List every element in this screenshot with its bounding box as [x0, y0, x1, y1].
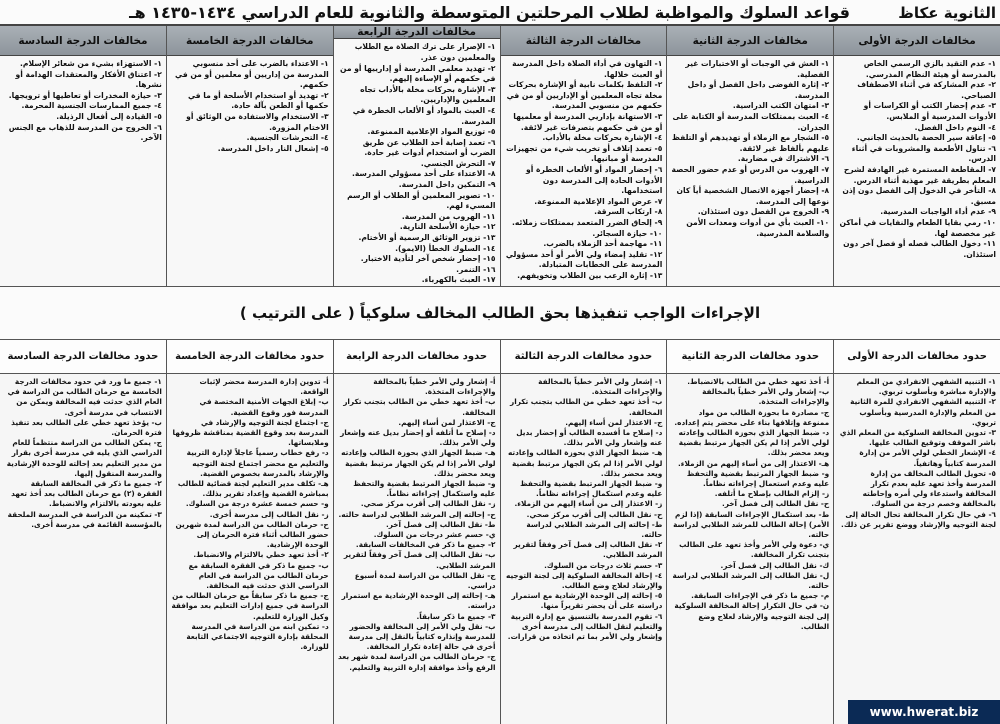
- list-item: ٥- إحالته إلى الوحدة الإرشادية مع استمرار دراسته على أن يحضر تقريراً منها.: [511, 591, 663, 611]
- list-item: ٣- امتهان الكتب الدراسية.: [732, 101, 830, 111]
- list-item: ١١- دخول الطالب فصله أو فصل آخر دون استئذان.: [843, 239, 996, 259]
- list-item: ١- الإصرار على ترك الصلاة مع الطلاب والمعلمين دون عذر.: [354, 42, 496, 62]
- column-body: [834, 374, 1000, 530]
- column-heading: حدود مخالفات الدرجة السادسة: [0, 340, 166, 374]
- list-item: و- ضبط الجهاز المرتبط بقضية والتحفظ عليه وعدم استعمال إجراءاته نظاماً.: [686, 468, 830, 489]
- list-item: ج- مصادرة ما بحوزة الطالب من مواد ممنوعة وإتلافها بناء على محضر يتم إعداده.: [674, 407, 830, 427]
- list-item: ١١- الهروب من المدرسة.: [401, 211, 496, 221]
- procedures-column: [166, 340, 333, 724]
- list-item: ج- الاعتذار لمن أساء إليهم.: [398, 417, 496, 427]
- list-item: ٤- إحالة المخالفة السلوكية إلى لجنة التوجيه والإرشاد لعلاج وضع الطالب.: [506, 570, 663, 591]
- column-heading: مخالفات الدرجة الأولى: [834, 26, 1000, 56]
- list-item: ١٣- إثارة الرعب بين الطلاب وتخويفهم.: [517, 270, 663, 280]
- list-item: ٢- إثارة الفوضى داخل الفصل أو داخل المدرسة.: [687, 80, 830, 100]
- list-item: و- ضبط الجهاز المرتبط بقضية والتحفظ عليه واستكمال إجراءاته نظاماً.: [353, 479, 496, 499]
- list-item: ج- يمكن الطالب من الدراسة منتظماً للعام الدراسي الذي يليه في مدرسة أخرى بقرار من مدير التعليم بعد إحالته للوحدة الإرشادية والمدرسة المنقول إليها.: [6, 438, 162, 478]
- list-item: ٦- تعمد إصابة أحد الطلاب عن طريق الضرب أو استخدام أدوات غير حادة.: [362, 137, 496, 158]
- list-item: ٦- تناول الأطعمة والمشروبات في أثناء الدرس.: [851, 143, 996, 164]
- list-item: ط- إحالته إلى المرشد الطلابي لدراسة حالته.: [526, 519, 663, 540]
- list-item: ١٠- حيازة السجائر.: [592, 228, 663, 238]
- list-item: ج- جميع ما ذكر سابقاً مع حرمان الطالب من الدراسة في جميع إدارات التعليم بعد موافقة وكيل الوزارة للتعليم.: [171, 591, 329, 621]
- list-item: ١٥- إحضار شخص آخر لتأدية الاختبار.: [360, 254, 496, 264]
- list-item: هـ- الاعتذار إلى من أساء إليهم من الزملاء.: [677, 458, 830, 468]
- list-item: أ- أخذ تعهد خطي من الطالب بالانضباط.: [687, 377, 830, 386]
- list-item: د- إصلاح ما أتلفه أو إحضار بديل عنه وإشعار ولي الأمر بذلك.: [340, 428, 496, 448]
- list-item: ٦- في حال تكرار المخالفة تحال الحالة إلى لجنة التوجيه والإرشاد ووضع تقرير عن ذلك.: [841, 509, 996, 529]
- list-item: ٨- التأخر في الدخول إلى الفصل دون إذن مسبق.: [842, 186, 996, 206]
- list-item: ٤- العبث بالمواد أو الألعاب الخطرة في المدرسة.: [352, 105, 496, 126]
- list-item: ١٧- العبث بالكهرباء.: [421, 275, 496, 285]
- column-body: [167, 374, 333, 652]
- list-item: ب- أخذ تعهد خطي من الطالب بتجنب تكرار المخالفة.: [510, 397, 663, 417]
- list-item: ٧- عرض المواد الإعلامية الممنوعة.: [534, 196, 663, 206]
- list-item: ١١- مهاجمة أحد الزملاء بالضرب.: [543, 239, 663, 249]
- list-item: ب- نقل الطالب إلى فصل آخر وفقاً لتقرير المرشد الطلابي.: [343, 550, 496, 570]
- procedures-table: [0, 340, 1000, 724]
- list-item: ك- نقل الطالب إلى فصل آخر.: [720, 560, 830, 570]
- list-item: ٤- الإشارة بحركات مخلة بالأداب.: [542, 133, 663, 143]
- column-body: [667, 374, 833, 632]
- list-item: ٣- تمكينه من الدراسة في المدرسة الملحقة بالمؤسسة القائمة في مدرسة أخرى.: [7, 509, 162, 529]
- column-heading: مخالفات الدرجة الخامسة: [167, 26, 333, 56]
- list-item: ٧- الهروب من الدرس أو عدم حضور الحصة الدراسية.: [671, 164, 830, 185]
- list-item: هـ- تكلف مدير التعليم لجنة قضائية للطالب بمباشرة القضية وإعداد تقرير بذلك.: [177, 479, 329, 499]
- list-item: ٩- إلحاق الضرر المتعمد بممتلكات زملائه.: [512, 217, 663, 227]
- violations-column: [500, 26, 667, 286]
- list-item: ب- إشعار ولي الأمر خطياً بالمخالفة والإجراءات المتخذة.: [702, 387, 830, 407]
- list-item: ب- إبلاغ الجهات الأمنية المختصة في المدرسة فور وقوع القضية.: [199, 397, 329, 417]
- column-body: [334, 39, 500, 286]
- list-item: ٥- إشعال النار داخل المدرسة.: [217, 143, 329, 153]
- list-item: ١- الغش في الوجبات أو الاختبارات غير الفصلية.: [685, 59, 830, 79]
- list-item: ن- في حال التكرار إحالة المخالفة السلوكية إلى لجنة التوجيه والإرشاد لعلاج وضع الطالب.: [674, 601, 830, 631]
- list-item: ز- الاعتذار إلى من أساء إليهم من الزملاء.: [514, 499, 663, 509]
- list-item: ٨- الاعتداء على أحد مسؤولي المدرسة.: [351, 169, 496, 179]
- school-name: الثانوية عكاظ: [898, 4, 996, 22]
- list-item: ٣- عدم إحضار الكتب أو الكراسات أو الأدوات المدرسية أو الملابس.: [863, 101, 996, 121]
- column-body: [0, 374, 166, 530]
- list-item: ب- نقل ولي الأمر إلى المخالفة والحضور للمدرسة وإنذاره كتابياً بالنقل إلى مدرسة أخرى في حالة إعادة تكرار المخالفة.: [348, 621, 496, 652]
- list-item: ز- نقل الطالب إلى أقرب مركز صحي.: [360, 499, 496, 509]
- column-heading: مخالفات الدرجة الرابعة: [334, 26, 500, 39]
- procedures-column: [666, 340, 833, 724]
- list-item: ط- نقل الطالب إلى فصل آخر.: [385, 519, 496, 529]
- column-heading: مخالفات الدرجة السادسة: [0, 26, 166, 56]
- list-item: ١٤- السلوك الخطأ (الايمو).: [395, 243, 496, 253]
- list-item: ١٠- رمي بقايا الطعام والنفايات في أماكن غير مخصصة لها.: [839, 217, 996, 238]
- list-item: ح- إحالته إلى المرشد الطلابي لدراسة حالته.: [338, 509, 496, 519]
- column-body: [501, 374, 667, 642]
- list-item: ٥- تعمد إتلاف أو تخريب شيء من تجهيزات المدرسة أو مبانيها.: [506, 143, 663, 164]
- list-item: أ- تدوين إدارة المدرسة محضر لإثبات الواقعة.: [199, 377, 329, 397]
- column-heading: حدود مخالفات الدرجة الرابعة: [334, 340, 500, 374]
- column-heading: مخالفات الدرجة الثالثة: [501, 26, 667, 56]
- list-item: ٦- الاشتراك في مضاربة.: [737, 154, 830, 164]
- list-item: ح- نقل الطالب إلى فصل آخر.: [721, 499, 830, 509]
- list-item: ٢- تهديد معلمي المدرسة أو إدارييها أو من في حكمهم أو الإساءة إليهم.: [340, 63, 496, 84]
- site-watermark-link[interactable]: www.hwerat.biz: [848, 700, 1000, 724]
- column-body: [167, 56, 333, 154]
- violations-column: [833, 26, 1000, 286]
- column-body: [0, 56, 166, 144]
- list-item: م- جميع ما ذكر في الإجراءات السابقة.: [691, 591, 830, 601]
- list-item: ٧- المقاطعة المستمرة غير الهادفة لشرح المعلم بطريقة غير مهذبة أثناء الدرس.: [843, 164, 996, 185]
- procedures-column: [833, 340, 1000, 724]
- column-heading: حدود مخالفات الدرجة الأولى: [834, 340, 1000, 374]
- list-item: ٢- اعتناق الأفكار والمعتقدات الهدامة أو نشرها.: [15, 69, 162, 90]
- list-item: د- إصلاح ما أفسده الطالب أو إحضار بديل عنه وإشعار ولي الأمر بذلك.: [516, 428, 663, 448]
- list-item: ١٢- حيازة الأسلحة النارية.: [399, 222, 496, 232]
- list-item: ل- نقل الطالب إلى المرشد الطلابي لدراسة حالته.: [672, 570, 830, 591]
- list-item: ٧- التحرش الجنسي.: [420, 158, 496, 168]
- procedures-column: [500, 340, 667, 724]
- list-item: ١٣- تزوير الوثائق الرسمية أو الأختام.: [358, 233, 496, 243]
- procedures-column: [0, 340, 166, 724]
- violations-column: [666, 26, 833, 286]
- page-header: [0, 0, 1000, 26]
- list-item: ب- جميع ما ذكر في الفقرة السابقة مع حرمان الطالب من الدراسة في العام الدراسي الذي حدثت فيه المخالفة.: [188, 560, 329, 591]
- list-item: ج- حرمان الطالب من الدراسة لمدة شهر بعد الرفع وأخذ موافقة إدارة التربية والتعليم.: [338, 652, 496, 672]
- list-item: ٢- التلفظ بكلمات نابية أو الإشارة بحركات مخلة تجاه المعلمين أو الإداريين أو من في حكمهم من منسوبي المدرسة.: [506, 80, 663, 111]
- list-item: ٢- جميع ما ذكر في المخالفات السابقة.: [355, 540, 496, 550]
- column-body: [334, 374, 500, 673]
- list-item: د- رفع خطاب رسمياً عاجلاً لإدارة التربية والتعليم مع محضر اجتماع لجنة التوجيه والإرشاد بالمدرسة بخصوص القضية.: [186, 448, 329, 478]
- column-body: [834, 56, 1000, 260]
- list-item: ٣- الاستخدام والاستفادة من الوثائق أو الاختام المزورة.: [186, 111, 329, 132]
- list-item: ١٢- تقليد إمضاء ولي الأمر أو أحد مسؤولي المدرسة على الخطابات المتبادلة.: [505, 249, 663, 270]
- list-item: ١٠- تصوير المعلمين أو الطلاب أو الرسم المسيء لهم.: [347, 190, 496, 211]
- violations-column: [166, 26, 333, 286]
- list-item: ٥- تحويل الطالب المخالف من إدارة المدرسة وأخذ تعهد عليه بعدم تكرار المخالفة واستدعاء ولي أمره وإحاطته بالمخالفة وخصم درجة من السلوك.: [862, 468, 996, 509]
- list-item: ح- نقل الطالب إلى أقرب مركز صحي.: [526, 509, 663, 519]
- list-item: هـ- إحالته إلى الوحدة الإرشادية مع استمرار دراسته.: [341, 591, 496, 611]
- list-item: ٢- تهديد أو استخدام الأسلحة أو ما في حكمها أو الطعن بآلة حادة.: [187, 90, 329, 111]
- list-item: ٥- الشجار مع الزملاء أو تهديدهم أو التلفظ عليهم بألفاظ غير لائقة.: [671, 133, 830, 153]
- procedures-section-header: [0, 286, 1000, 340]
- list-item: هـ- ضبط الجهاز الذي بحوزة الطالب وإعادته لولي الأمر إذا لم يكن الجهاز مرتبط بقضية ويعد محضر بذلك.: [341, 448, 496, 478]
- list-item: ٩- الخروج من الفصل دون استئذان.: [697, 207, 830, 217]
- column-heading: حدود مخالفات الدرجة الثالثة: [501, 340, 667, 374]
- list-item: ٦- تقوم المدرسة بالتنسيق مع إدارة التربية والتعليم لنقل الطالب إلى مدرسة أخرى وإشعار ولي الأمر بما تم اتخاذه من قرارات.: [507, 611, 663, 642]
- list-item: ٢- جميع ما ذكر في المخالفة السابقة الفقرة (٢) مع حرمان الطالب بعد أخذ تعهد عليه بعودته بالالتزام والانضباط.: [11, 479, 162, 509]
- list-item: ز- نقل الطالب إلى مدرسة أخرى.: [209, 509, 329, 519]
- list-item: د- تمكين ابنه من الدراسة في المدرسة المحلقة بإدارة التوجيه الاجتماعي التابعة للوزارة.: [186, 621, 329, 652]
- procedures-column: [333, 340, 500, 724]
- list-item: ٤- النوم داخل الفصل.: [914, 122, 996, 132]
- list-item: ٤- العبث بممتلكات المدرسة أو الكتابة على الجدران.: [672, 111, 830, 132]
- list-item: ٣- تدوين المخالفة السلوكية من المعلم الذي باشر الموقف وتوقيع الطالب عليها.: [839, 428, 996, 448]
- list-item: ز- إلزام الطالب بإصلاح ما أتلفه.: [714, 489, 830, 499]
- list-item: ج- اجتماع لجنة التوجيه والإرشاد في المدرسة بعد وقوع القضية بمناقشة ظروفها وملابساتها.: [172, 417, 329, 448]
- list-item: ٣- حسم ثلاث درجات من السلوك.: [544, 560, 663, 570]
- list-item: ١- التنبيه الشفهي الانفرادي من المعلم والإدارة مباشرة وبأسلوب تربوي.: [856, 377, 996, 397]
- column-body: [501, 56, 667, 281]
- list-item: ٨- ارتكاب السرقة.: [594, 207, 663, 217]
- list-item: ١٠- العبث بأي من أدوات ومعدات الأمن والسلامة المدرسية.: [686, 217, 830, 238]
- list-item: ج- الاعتذار لمن أساء إليهم.: [565, 417, 663, 427]
- list-item: ٥- توزيع المواد الإعلامية الممنوعة.: [367, 127, 496, 137]
- list-item: ١- عدم التقيد بالزي الرسمي الخاص بالمدرسة أو هيئة النظام المدرسي.: [863, 59, 996, 79]
- list-item: ٣- جميع ما ذكر سابقاً.: [416, 611, 496, 621]
- list-item: ١- الاستهزاء بشيء من شعائر الإسلام.: [20, 59, 162, 68]
- list-item: هـ- ضبط الجهاز الذي بحوزة الطالب وإعادته لولي الأمر إذا لم يكن الجهاز مرتبط بقضية ويعد محضر بذلك.: [507, 448, 663, 478]
- list-item: ٥- إعاقة سير الحصة بالحديث الجانبي.: [856, 133, 996, 143]
- violations-column: [333, 26, 500, 286]
- list-item: و- ضبط الجهاز المرتبط بقضية والتحفظ عليه وعدم استكمال إجراءاته نظاماً.: [520, 479, 663, 499]
- list-item: د- ضبط الجهاز الذي بحوزة الطالب وإعادته لولي الأمر إذا لم يكن الجهاز مرتبط بقضية ويعد محضر بذلك.: [678, 428, 830, 458]
- list-item: ٤- الإشعار الخطي لولي الأمر من إدارة المدرسة كتابياً وهاتفياً.: [859, 448, 996, 468]
- procedures-title: الإجراءات الواجب تنفيذها بحق الطالب المخالف سلوكياً ( على الترتيب ): [239, 304, 761, 322]
- list-item: ج- نقل الطالب من الدراسة لمدة أسبوع دراسي.: [354, 570, 496, 591]
- list-item: ٢- التنبيه الشفهي الانفرادي للمرة الثانية من المعلم والإدارة المدرسية وبأسلوب تربوي.: [850, 397, 996, 427]
- list-item: ٩- عدم أداء الواجبات المدرسية.: [880, 207, 996, 217]
- list-item: ٤- التحرشات الجنسية.: [246, 133, 329, 143]
- column-heading: حدود مخالفات الدرجة الخامسة: [167, 340, 333, 374]
- list-item: ٤- جميع الممارسات الجنسية المحرمة.: [21, 101, 162, 111]
- list-item: ٣- الاستهانة بإداريي المدرسة أو معلميها أو من في حكمهم بتصرفات غير لائقة.: [513, 111, 663, 132]
- list-item: ب- يؤخذ تعهد خطي على الطالب بعد تنفيذ فترة الحرمان.: [11, 417, 162, 438]
- list-item: ٢- أخذ تعهد خطي بالالتزام والانضباط.: [193, 550, 329, 560]
- list-item: ١- إشعار ولي الأمر خطياً بالمخالفة والإجراءات المتخذة.: [538, 377, 663, 397]
- column-heading: مخالفات الدرجة الثانية: [667, 26, 833, 56]
- list-item: ١- التهاون في أداء الصلاة داخل المدرسة أو العبث خلالها.: [512, 59, 663, 79]
- list-item: و- حسم خمسة عشرة درجة من السلوك.: [185, 499, 329, 509]
- column-heading: حدود مخالفات الدرجة الثانية: [667, 340, 833, 374]
- violations-table: [0, 26, 1000, 286]
- list-item: ١- الاعتداء بالضرب على أحد منسوبي المدرسة من إداريين أو معلمين أو من في حكمهم.: [175, 59, 329, 90]
- list-item: ب- أخذ تعهد خطي من الطالب بتجنب تكرار المخالفة.: [343, 397, 496, 417]
- list-item: ٢- نقل الطالب إلى فصل آخر وفقاً لتقرير المرشد الطلابي.: [513, 540, 663, 560]
- list-item: ٩- التمكين داخل المدرسة.: [398, 180, 496, 190]
- list-item: ط- بعد استكمال الإجراءات السابقة (إذا لزم الأمر) إحالة الطالب للمرشد الطلابي لدراسة حالته.: [673, 509, 830, 540]
- list-item: ٥- القيادة إلى أفعال الرذيلة.: [56, 111, 162, 121]
- list-item: ٨- إحضار أجهزة الاتصال الشخصية أياً كان نوعها إلى المدرسة.: [676, 186, 830, 206]
- list-item: ١- جميع ما ورد في حدود مخالفات الدرجة الخامسة مع حرمان الطالب من الدراسة في العام الذي حدثت فيه المخالفة ويمكن من الانتساب في مدرسة أخرى.: [7, 377, 162, 417]
- list-item: ي- دعوة ولي الأمر وأخذ تعهد على الطالب بتجنب تكرار المخالفة.: [679, 540, 830, 560]
- column-body: [667, 56, 833, 239]
- page-title: قواعد السلوك والمواظبة لطلاب المرحلتين المتوسطة والثانوية للعام الدراسي ١٤٣٤-١٤٣٥ هـ: [129, 3, 850, 22]
- list-item: ٦- الخروج من المدرسة للذهاب مع الجنس الآخر.: [8, 122, 162, 143]
- list-item: ٢- عدم المشاركة في أثناء الاصطفاف الصباحي.: [857, 80, 996, 100]
- list-item: أ- إشعار ولي الأمر خطياً بالمخالفة والإجراءات المتخذة.: [373, 377, 496, 397]
- list-item: ٣- حيازة المخدرات أو تعاطيها أو ترويجها.: [8, 90, 162, 100]
- violations-column: [0, 26, 166, 286]
- list-item: ٦- إحضار المواد أو الألعاب الخطرة أو الأدوات الحادة إلى المدرسة دون استخدامها.: [526, 164, 663, 196]
- list-item: ٣- الإشارة بحركات مخلة بالأداب تجاه المعلمين والإداريين.: [360, 84, 496, 105]
- list-item: ١٦- التنمر.: [456, 264, 496, 274]
- list-item: ي- حسم عشر درجات من السلوك.: [373, 530, 496, 540]
- list-item: ح- حرمان الطالب من الدراسة لمدة شهرين حضور الطالب أثناء فترة الحرمان إلى الوحدة الإرشادية.: [175, 519, 329, 550]
